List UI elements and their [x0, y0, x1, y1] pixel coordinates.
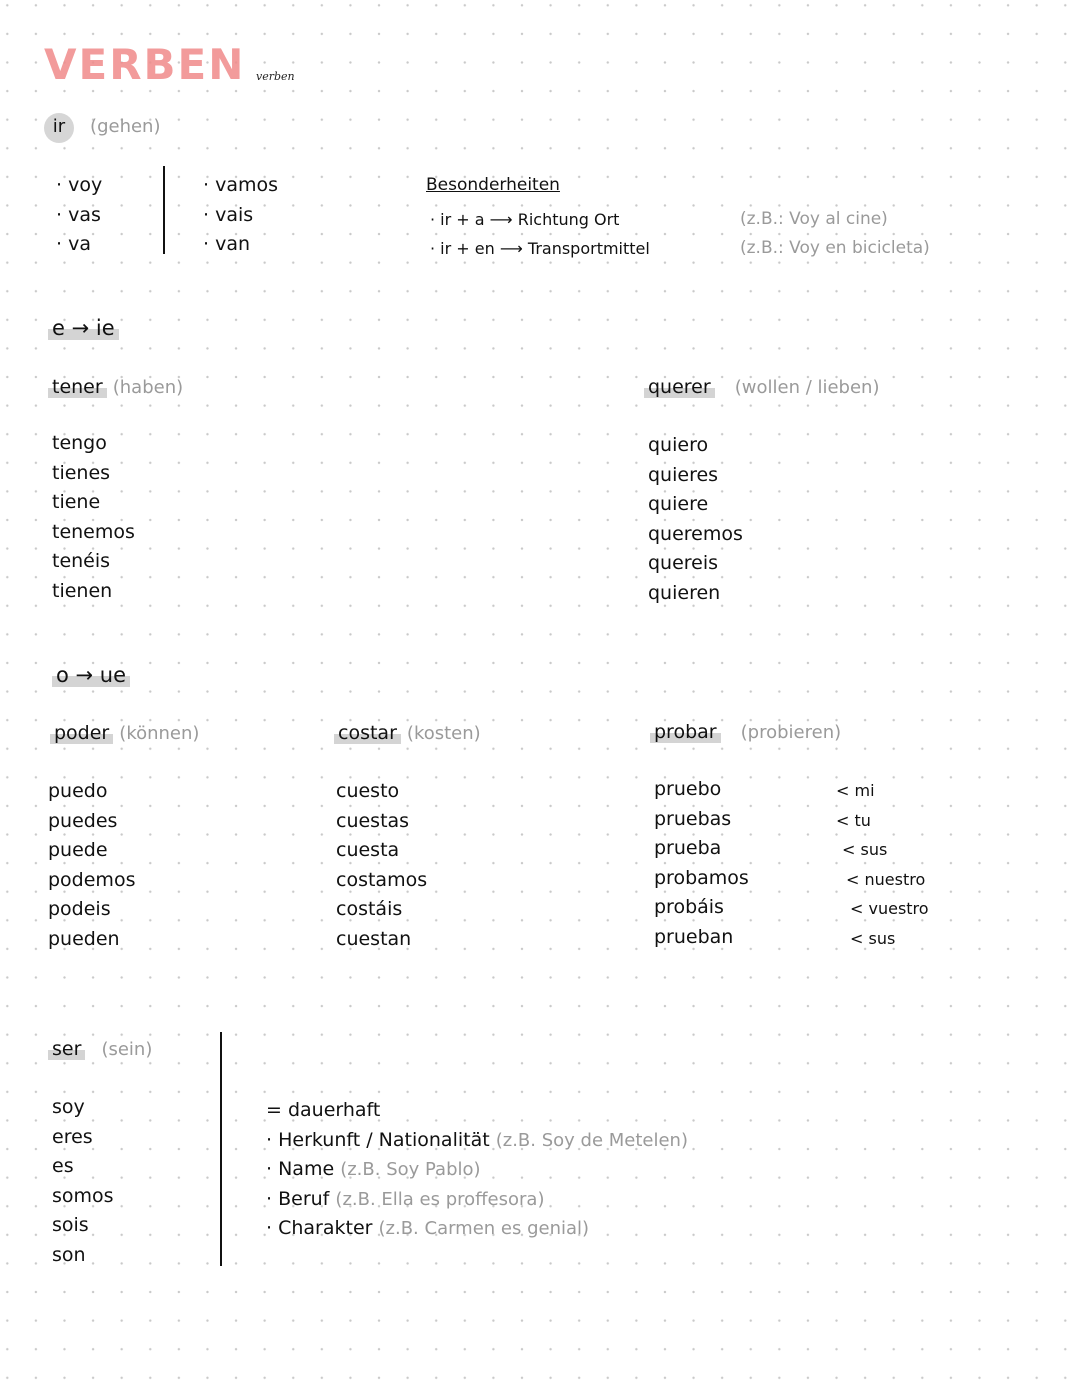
usage-label: Beruf [278, 1187, 330, 1210]
meaning: (probieren) [740, 722, 842, 743]
form: somos [52, 1184, 114, 1207]
usage-label: Charakter [278, 1217, 373, 1239]
form: puedo [48, 780, 108, 802]
usage-label: Name [278, 1158, 335, 1180]
rule-meaning: Richtung Ort [517, 210, 620, 229]
verb: querer [644, 376, 715, 398]
meaning: (haben) [112, 377, 184, 398]
example: (z.B.: Voy al cine) [740, 209, 888, 229]
example: (z.B. Soy Pablo) [340, 1159, 481, 1180]
meaning: (sein) [101, 1039, 153, 1060]
form: podeis [48, 898, 111, 920]
tener-forms [52, 432, 135, 609]
usage-head: = dauerhaft [266, 1099, 381, 1121]
o-ue-heading: o → ue [52, 663, 130, 687]
form: puede [48, 839, 108, 861]
form: pueden [48, 927, 120, 950]
rule-meaning: Transportmittel [527, 239, 650, 258]
poder-heading [50, 722, 199, 744]
tener-heading [48, 376, 183, 398]
form: tienes [52, 461, 111, 484]
form: cuesta [336, 839, 400, 861]
arrow-icon: ⟶ [499, 239, 523, 258]
form: tenemos [52, 520, 135, 543]
form: probamos [654, 866, 749, 889]
meaning: (können) [119, 723, 200, 744]
special-heading: Besonderheiten [426, 175, 560, 195]
possessive: < sus [850, 928, 896, 948]
probar-forms [654, 778, 749, 955]
possessive: < mi [836, 781, 875, 800]
form: sois [52, 1214, 89, 1236]
rule: ir + a [440, 210, 485, 229]
form: quieren [648, 581, 721, 604]
ir-singular-list: · voy · vas · va [56, 174, 103, 255]
ser-usage: = dauerhaft · Herkunft / Nationalität (z.B. Soy de Metelen) · Name (z.B. Soy Pablo) · Beruf (z.B. Ella es proffesora) · Charakter (z.B. Carmen es genial) [266, 1096, 688, 1244]
form: pruebo [654, 778, 722, 800]
form: son [52, 1243, 86, 1266]
verb: probar [650, 721, 721, 743]
form: podemos [48, 868, 136, 891]
form: van [215, 233, 251, 255]
form: tiene [52, 491, 101, 513]
form: soy [52, 1096, 85, 1118]
meaning: (kosten) [406, 723, 481, 744]
form: eres [52, 1125, 93, 1148]
querer-forms [648, 434, 743, 611]
poder-forms [48, 780, 135, 957]
divider [220, 1032, 222, 1266]
form: queremos [648, 522, 743, 545]
example: (z.B. Soy de Metelen) [495, 1129, 688, 1151]
form: quiere [648, 493, 709, 515]
form: cuesto [336, 780, 400, 802]
costar-heading [334, 722, 481, 744]
meaning: (wollen / lieben) [734, 377, 880, 398]
form: pruebas [654, 807, 732, 830]
example: (z.B. Carmen es genial) [378, 1218, 590, 1239]
example: (z.B.: Voy en bicicleta) [740, 238, 930, 258]
form: tenéis [52, 550, 111, 572]
possessive: < tu [836, 810, 871, 830]
ser-forms [52, 1096, 114, 1273]
form: vamos [215, 174, 279, 196]
arrow-icon: ⟶ [489, 210, 513, 229]
form: vais [215, 203, 254, 226]
form: cuestas [336, 809, 410, 832]
possessive-list [836, 781, 929, 958]
form: voy [68, 174, 103, 196]
ir-plural-list: · vamos · vais · van [203, 174, 279, 255]
usage-label: Herkunft / Nationalität [278, 1128, 490, 1151]
form: tienen [52, 579, 113, 602]
form: cuestan [336, 927, 412, 950]
querer-heading [644, 376, 880, 398]
probar-heading [650, 721, 841, 743]
form: es [52, 1155, 74, 1177]
form: tengo [52, 432, 107, 454]
possessive: < sus [842, 840, 888, 859]
divider [163, 166, 165, 254]
example: (z.B. Ella es proffesora) [335, 1188, 545, 1210]
form: costáis [336, 898, 403, 920]
possessive: < nuestro [846, 869, 926, 889]
form: costamos [336, 868, 428, 891]
ser-heading [48, 1038, 152, 1060]
possessive: < vuestro [850, 899, 929, 918]
form: prueban [654, 925, 734, 948]
page-subtitle: verben [256, 70, 295, 83]
form: quiero [648, 434, 709, 456]
e-ie-heading: e → ie [48, 316, 119, 340]
form: puedes [48, 809, 118, 832]
form: probáis [654, 896, 724, 918]
page-title: VERBEN [44, 40, 246, 89]
form: quereis [648, 552, 719, 574]
ir-heading [44, 113, 160, 143]
verb: ser [48, 1038, 85, 1060]
form: va [68, 233, 91, 255]
ir-verb: ir [44, 113, 74, 143]
form: vas [68, 203, 101, 226]
verb: tener [48, 376, 107, 398]
ir-meaning: (gehen) [90, 116, 161, 137]
special-examples [740, 205, 930, 263]
rule: ir + en [440, 239, 495, 258]
form: quieres [648, 463, 719, 486]
verb: costar [334, 722, 401, 744]
form: prueba [654, 837, 722, 859]
special-list: · ir + a ⟶ Richtung Ort · ir + en ⟶ Transportmittel [430, 210, 650, 258]
verb: poder [50, 722, 113, 744]
costar-forms [336, 780, 427, 957]
